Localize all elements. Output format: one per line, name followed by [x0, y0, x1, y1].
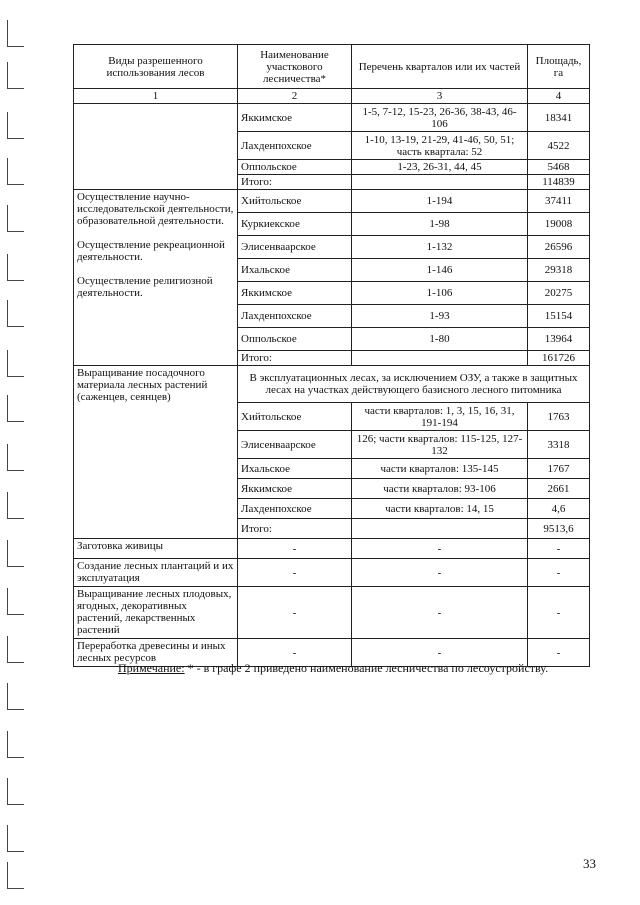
forestry-name: Элисенваарское	[238, 236, 352, 259]
binding-mark	[7, 731, 24, 758]
forest-use-table	[73, 44, 590, 667]
use-religion: Осуществление религиозной деятельности.	[77, 275, 213, 299]
area-value: 13964	[528, 328, 590, 351]
binding-mark	[7, 862, 24, 889]
quarter-list: части кварталов: 135-145	[352, 459, 528, 479]
quarter-list: 1-106	[352, 282, 528, 305]
dash-cell: -	[528, 587, 590, 639]
quarter-list: 1-23, 26-31, 44, 45	[352, 160, 528, 175]
total-area: 161726	[528, 351, 590, 366]
quarter-list-empty	[352, 175, 528, 190]
use-type: Выращивание лесных плодовых, ягодных, декоративных растений, лекарственных растений	[74, 587, 238, 639]
header-use-type: Виды разрешенного использования лесов	[74, 45, 238, 89]
binding-mark	[7, 588, 24, 615]
forestry-name: Яккимское	[238, 479, 352, 499]
area-value: 3318	[528, 431, 590, 459]
dash-cell: -	[352, 539, 528, 559]
binding-mark	[7, 350, 24, 377]
area-value: 2661	[528, 479, 590, 499]
table-row	[74, 587, 590, 639]
quarter-list: 1-5, 7-12, 15-23, 26-36, 38-43, 46-106	[352, 104, 528, 132]
binding-mark	[7, 112, 24, 139]
header-quarters: Перечень кварталов или их частей	[352, 45, 528, 89]
column-number-row	[74, 89, 590, 104]
column-number: 1	[74, 89, 238, 104]
dash-cell: -	[352, 587, 528, 639]
use-type: Заготовка живицы	[74, 539, 238, 559]
quarter-list-empty	[352, 351, 528, 366]
quarter-list: 1-98	[352, 213, 528, 236]
dash-cell: -	[528, 639, 590, 667]
forestry-name: Лахденпохское	[238, 305, 352, 328]
binding-mark	[7, 300, 24, 327]
use-type-research-recreation-religion	[74, 190, 238, 366]
total-area: 9513,6	[528, 519, 590, 539]
total-label: Итого:	[238, 351, 352, 366]
binding-mark	[7, 683, 24, 710]
quarter-list: 1-93	[352, 305, 528, 328]
quarter-list: части кварталов: 14, 15	[352, 499, 528, 519]
use-type: Переработка древесины и иных лесных ресурсов	[74, 639, 238, 667]
table-row	[74, 190, 590, 213]
dash-cell: -	[238, 587, 352, 639]
area-value: 1767	[528, 459, 590, 479]
use-type-seedlings: Выращивание посадочного материала лесных растений (саженцев, сеянцев)	[74, 366, 238, 539]
dash-cell: -	[528, 559, 590, 587]
binding-mark	[7, 254, 24, 281]
area-value: 18341	[528, 104, 590, 132]
binding-mark	[7, 825, 24, 852]
binding-mark	[7, 492, 24, 519]
table-header-row	[74, 45, 590, 89]
total-area: 114839	[528, 175, 590, 190]
total-label: Итого:	[238, 175, 352, 190]
area-value: 19008	[528, 213, 590, 236]
binding-marks	[0, 0, 30, 905]
forestry-name: Хийтольское	[238, 190, 352, 213]
forestry-name: Яккимское	[238, 282, 352, 305]
table-row	[74, 366, 590, 403]
area-value: 5468	[528, 160, 590, 175]
forestry-name: Ихальское	[238, 259, 352, 282]
dash-cell: -	[352, 639, 528, 667]
page-number: 33	[583, 856, 596, 871]
header-forestry: Наименование участкового лесничества*	[238, 45, 352, 89]
header-area: Площадь, га	[528, 45, 590, 89]
total-label: Итого:	[238, 519, 352, 539]
forestry-name: Оппольское	[238, 328, 352, 351]
forestry-name: Элисенваарское	[238, 431, 352, 459]
column-number: 3	[352, 89, 528, 104]
quarter-list: части кварталов: 93-106	[352, 479, 528, 499]
binding-mark	[7, 636, 24, 663]
binding-mark	[7, 540, 24, 567]
footnote	[118, 661, 548, 676]
area-value: 4,6	[528, 499, 590, 519]
forestry-name: Лахденпохское	[238, 499, 352, 519]
table-row	[74, 559, 590, 587]
quarter-list: 1-146	[352, 259, 528, 282]
forestry-name: Ихальское	[238, 459, 352, 479]
quarter-list: 1-194	[352, 190, 528, 213]
binding-mark	[7, 778, 24, 805]
footnote-text: * - в графе 2 приведено наименование лесничества по лесоустройству.	[184, 661, 549, 675]
area-value: 26596	[528, 236, 590, 259]
area-value: 4522	[528, 132, 590, 160]
forestry-name: Лахденпохское	[238, 132, 352, 160]
quarter-list: 126; части кварталов: 115-125, 127-132	[352, 431, 528, 459]
dash-cell: -	[528, 539, 590, 559]
dash-cell: -	[352, 559, 528, 587]
forestry-name: Хийтольское	[238, 403, 352, 431]
use-type: Создание лесных плантаций и их эксплуатация	[74, 559, 238, 587]
column-number: 2	[238, 89, 352, 104]
dash-cell: -	[238, 539, 352, 559]
dash-cell: -	[238, 559, 352, 587]
group-note: В эксплуатационных лесах, за исключением ОЗУ, а также в защитных лесах на участках действующего базисного лесного питомника	[238, 366, 590, 403]
area-value: 20275	[528, 282, 590, 305]
binding-mark	[7, 444, 24, 471]
binding-mark	[7, 62, 24, 89]
forestry-name: Яккимское	[238, 104, 352, 132]
quarter-list: части кварталов: 1, 3, 15, 16, 31, 191-194	[352, 403, 528, 431]
table-row	[74, 104, 590, 132]
use-research: Осуществление научно-исследовательской деятельности, образовательной деятельности.	[77, 191, 234, 227]
use-type-cell-empty	[74, 104, 238, 190]
area-value: 37411	[528, 190, 590, 213]
quarter-list: 1-10, 13-19, 21-29, 41-46, 50, 51; часть квартала: 52	[352, 132, 528, 160]
binding-mark	[7, 395, 24, 422]
column-number: 4	[528, 89, 590, 104]
forestry-name: Оппольское	[238, 160, 352, 175]
binding-mark	[7, 205, 24, 232]
table-row	[74, 539, 590, 559]
binding-mark	[7, 158, 24, 185]
area-value: 15154	[528, 305, 590, 328]
use-recreation: Осуществление рекреационной деятельности.	[77, 239, 225, 263]
binding-mark	[7, 20, 24, 47]
footnote-label: Примечание:	[118, 661, 185, 675]
area-value: 1763	[528, 403, 590, 431]
quarter-list: 1-80	[352, 328, 528, 351]
quarter-list-empty	[352, 519, 528, 539]
forestry-name: Куркиекское	[238, 213, 352, 236]
quarter-list: 1-132	[352, 236, 528, 259]
area-value: 29318	[528, 259, 590, 282]
dash-cell: -	[238, 639, 352, 667]
